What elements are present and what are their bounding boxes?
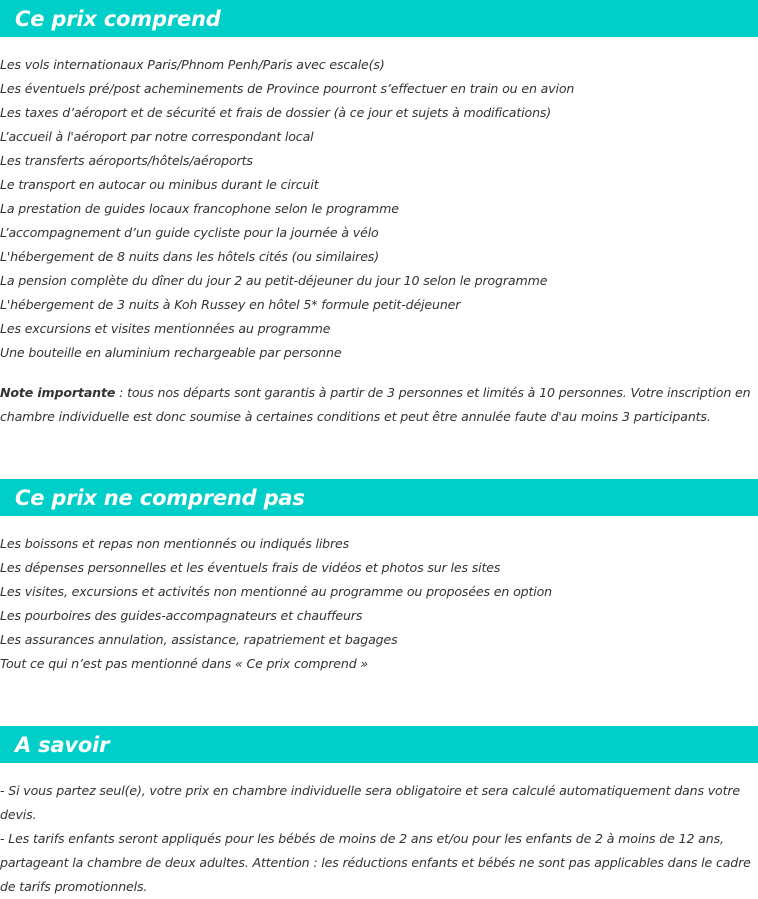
list-item: Les éventuels pré/post acheminements de Province pourront s’effectuer en train ou en avion [0, 81, 575, 96]
list-item: Le transport en autocar ou minibus durant le circuit [0, 177, 319, 192]
info-section-header [0, 726, 758, 763]
note-text: : tous nos départs sont garantis à partir de 3 personnes et limités à 10 personnes. Votre inscription en chambre individuelle est donc soumise à certaines conditions et peut être annulée faute d'au moins 3 participants. [0, 385, 751, 424]
list-item: Les vols internationaux Paris/Phnom Penh/Paris avec escale(s) [0, 57, 385, 72]
list-item: Les dépenses personnelles et les éventuels frais de vidéos et photos sur les sites [0, 560, 501, 575]
list-item: L'hébergement de 8 nuits dans les hôtels cités (ou similaires) [0, 249, 379, 264]
included-title: Ce prix comprend [15, 6, 221, 31]
info-paragraph-single-room: - Si vous partez seul(e), votre prix en chambre individuelle sera obligatoire et sera calculé automatiquement dans votre devis. [0, 783, 740, 822]
excluded-title: Ce prix ne comprend pas [15, 485, 305, 510]
info-paragraph-children-rates: - Les tarifs enfants seront appliqués pour les bébés de moins de 2 ans et/ou pour les enfants de 2 à moins de 12 ans, partageant la chambre de deux adultes. Attention : les réductions enfants et bébés ne sont pas applicables dans le cadre de tarifs promotionnels. [0, 831, 751, 894]
list-item: L'hébergement de 3 nuits à Koh Russey en hôtel 5* formule petit-déjeuner [0, 297, 461, 312]
list-item: Les boissons et repas non mentionnés ou indiqués libres [0, 536, 350, 551]
list-item: Tout ce qui n’est pas mentionné dans « Ce prix comprend » [0, 656, 369, 671]
list-item: L’accompagnement d’un guide cycliste pour la journée à vélo [0, 225, 379, 240]
list-item: La pension complète du dîner du jour 2 au petit-déjeuner du jour 10 selon le programme [0, 273, 548, 288]
list-item: La prestation de guides locaux francophone selon le programme [0, 201, 399, 216]
important-note [0, 381, 752, 429]
list-item: Les taxes d’aéroport et de sécurité et frais de dossier (à ce jour et sujets à modifications) [0, 105, 552, 120]
excluded-section-header [0, 479, 758, 516]
list-item: Les visites, excursions et activités non mentionné au programme ou proposées en option [0, 584, 552, 599]
list-item: Les excursions et visites mentionnées au programme [0, 321, 331, 336]
info-title: A savoir [15, 732, 110, 757]
list-item: Les pourboires des guides-accompagnateurs et chauffeurs [0, 608, 363, 623]
note-label: Note importante [0, 385, 116, 400]
included-list [0, 53, 758, 365]
list-item: Une bouteille en aluminium rechargeable par personne [0, 345, 342, 360]
info-content [0, 779, 752, 899]
list-item: L’accueil à l'aéroport par notre correspondant local [0, 129, 314, 144]
included-section-header [0, 0, 758, 37]
list-item: Les transferts aéroports/hôtels/aéroports [0, 153, 253, 168]
list-item: Les assurances annulation, assistance, rapatriement et bagages [0, 632, 398, 647]
excluded-list [0, 532, 758, 676]
